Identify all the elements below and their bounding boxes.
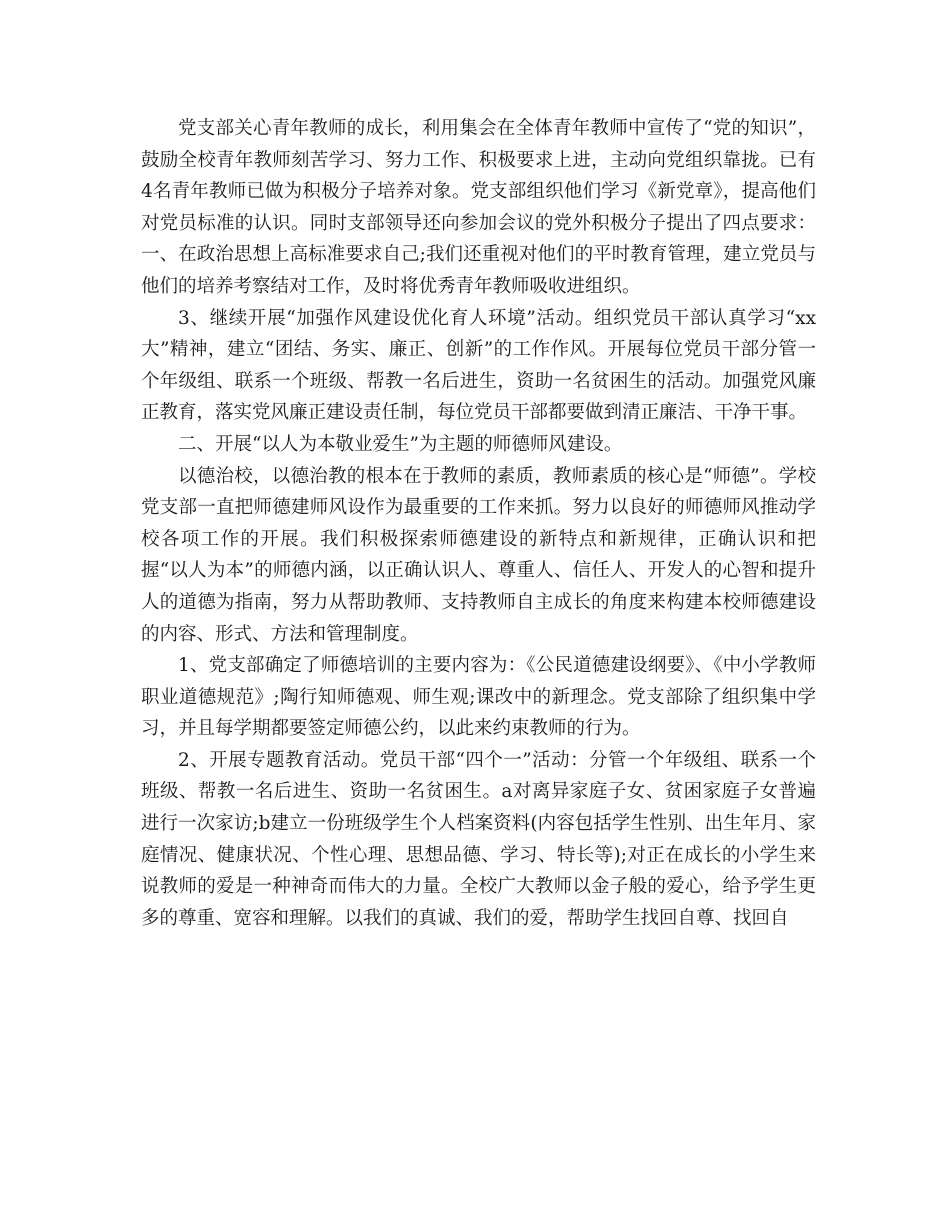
paragraph-3: 二、开展“以人为本敬业爱生”为主题的师德师风建设。 bbox=[178, 433, 623, 455]
paragraph-2: 3、继续开展“加强作风建设优化育人环境”活动。组织党员干部认真学习“xx大”精神，建立“团结、务实、廉正、创新”的工作作风。开展每位党员干部分管一个年级组、联系一个班级、帮教一名后进生，资助一名贫困生的活动。加强党风廉正教育，落实党风廉正建设责任制，每位党员干部都要做到清正廉洁、干净干事。 bbox=[141, 307, 816, 424]
paragraph-1: 党支部关心青年教师的成长，利用集会在全体青年教师中宣传了“党的知识”，鼓励全校青年教师刻苦学习、努力工作、积极要求上进，主动向党组织靠拢。已有4名青年教师已做为积极分子培养对象。党支部组织他们学习《新党章》，提高他们对党员标准的认识。同时支部领导还向参加会议的党外积极分子提出了四点要求：一、在政治思想上高标准要求自己;我们还重视对他们的平时教育管理，建立党员与他们的培养考察结对工作，及时将优秀青年教师吸收进组织。 bbox=[141, 118, 816, 297]
paragraph-6: 2、开展专题教育活动。党员干部“四个一”活动：分管一个年级组、联系一个班级、帮教一名后进生、资助一名贫困生。a对离异家庭子女、贫困家庭子女普遍进行一次家访;b建立一份班级学生个人档案资料(内容包括学生性别、出生年月、家庭情况、健康状况、个性心理、思想品德、学习、特长等);对正在成长的小学生来说教师的爱是一种神奇而伟大的力量。全校广大教师以金子般的爱心，给予学生更多的尊重、宽容和理解。以我们的真诚、我们的爱，帮助学生找回自尊、找回自 bbox=[141, 749, 816, 929]
document-body bbox=[141, 113, 816, 934]
paragraph-5: 1、党支部确定了师德培训的主要内容为：《公民道德建设纲要》、《中小学教师职业道德规范》;陶行知师德观、师生观;课改中的新理念。党支部除了组织集中学习，并且每学期都要签定师德公约，以此来约束教师的行为。 bbox=[141, 655, 816, 740]
paragraph-4: 以德治校，以德治教的根本在于教师的素质，教师素质的核心是“师德”。学校党支部一直把师德建师风设作为最重要的工作来抓。努力以良好的师德师风推动学校各项工作的开展。我们积极探索师德建设的新特点和新规律，正确认识和把握“以人为本”的师德内涵，以正确认识人、尊重人、信任人、开发人的心智和提升人的道德为指南，努力从帮助教师、支持教师自主成长的角度来构建本校师德建设的内容、形式、方法和管理制度。 bbox=[141, 465, 816, 645]
